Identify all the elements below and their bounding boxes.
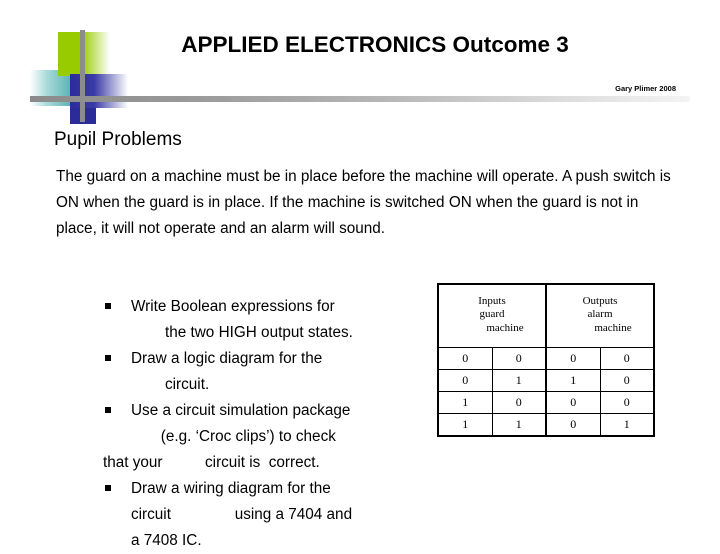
table-cell: 0 <box>438 370 492 392</box>
list-item <box>103 398 433 476</box>
table-row <box>438 414 654 437</box>
table-cell: 1 <box>492 370 546 392</box>
table-cell: 1 <box>492 414 546 437</box>
group-label: Inputs <box>478 294 506 307</box>
bullet-square-icon <box>105 355 111 361</box>
list-item <box>103 294 433 346</box>
list-item-line: circuit. <box>131 376 210 393</box>
table-cell: 1 <box>438 392 492 414</box>
bullet-square-icon <box>105 303 111 309</box>
table-row <box>438 370 654 392</box>
table-cell: 1 <box>438 414 492 437</box>
section-heading: Pupil Problems <box>54 129 182 150</box>
table-cell: 0 <box>600 370 654 392</box>
table-cell: 1 <box>546 370 600 392</box>
vertical-rule-icon <box>80 30 85 122</box>
table-cell: 0 <box>546 392 600 414</box>
table-row <box>438 348 654 370</box>
author-credit: Gary Plimer 2008 <box>615 84 676 93</box>
table-cell: 0 <box>492 348 546 370</box>
group-label: Outputs <box>582 294 618 307</box>
table-cell: 0 <box>600 392 654 414</box>
blue-square-icon <box>70 74 128 108</box>
table-group-header-inputs <box>438 284 546 348</box>
signal-label: guard <box>479 308 505 321</box>
task-list <box>103 294 433 554</box>
list-item-line: Draw a wiring diagram for the <box>131 480 331 497</box>
page-title: APPLIED ELECTRONICS Outcome 3 <box>181 32 569 57</box>
list-item-line: Write Boolean expressions for <box>131 298 335 315</box>
table-cell: 0 <box>546 414 600 437</box>
truth-table <box>437 283 655 437</box>
list-item-line: the two HIGH output states. <box>131 324 353 341</box>
list-item-line: (e.g. ‘Croc clips’) to check <box>131 428 336 445</box>
list-item <box>103 476 433 554</box>
list-item-line: circuit using a 7404 and <box>131 506 353 523</box>
slide-header <box>0 0 720 118</box>
intro-paragraph: The guard on a machine must be in place before the machine will operate. A push switch is ON when the guard is in place. If the machine is switched ON when the guard is not in place, it will not operate and an alarm will sound. <box>56 168 671 237</box>
list-item-line: Use a circuit simulation package <box>131 402 351 419</box>
list-item-line: that your circuit is correct. <box>103 454 320 471</box>
table-cell: 0 <box>546 348 600 370</box>
table-row <box>438 392 654 414</box>
bullet-square-icon <box>105 407 111 413</box>
signal-label: alarm <box>587 308 613 321</box>
table-cell: 0 <box>600 348 654 370</box>
list-item-line: a 7408 IC. <box>131 532 202 549</box>
table-group-header-outputs <box>546 284 654 348</box>
table-cell: 0 <box>438 348 492 370</box>
signal-label: machine <box>594 321 632 334</box>
bullet-square-icon <box>105 485 111 491</box>
list-item-line: Draw a logic diagram for the <box>131 350 323 367</box>
horizontal-rule <box>30 96 690 102</box>
table-cell: 0 <box>492 392 546 414</box>
table-header-row <box>438 284 654 348</box>
list-item <box>103 346 433 398</box>
signal-label: machine <box>486 321 524 334</box>
table-cell: 1 <box>600 414 654 437</box>
